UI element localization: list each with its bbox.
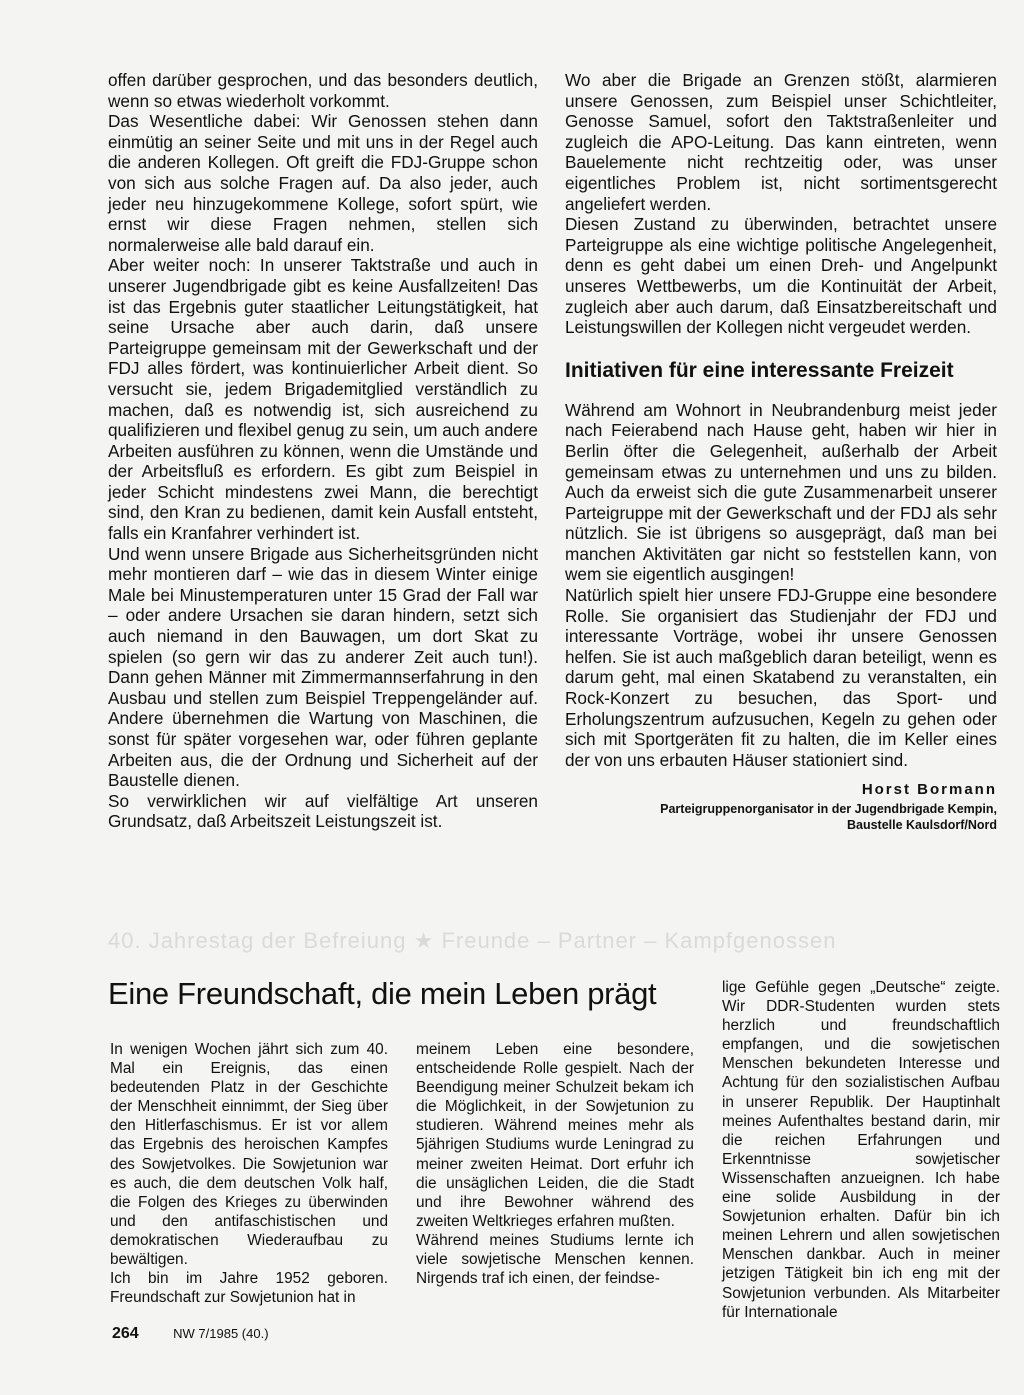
author-name: Horst Bormann: [861, 781, 997, 799]
author-location: Baustelle Kaulsdorf/Nord: [846, 818, 997, 832]
paragraph: Während am Wohnort in Neubrandenburg meist jeder nach Feierabend nach Hause geht, haben wir hier in Berlin öfter die Gelegenheit, außerhalb der Arbeit gemeinsam etwas zu unternehmen und uns zu bilden. Auch da erweist sich die gute Zusammenarbeit unserer Parteigruppe mit der Gewerkschaft und der FDJ als sehr nützlich. Sie ist übrigens so ausgeprägt, daß man bei manchen Aktivitäten gar nicht so feststellen kann, von wem sie eigentlich ausgingen!: [565, 399, 997, 585]
author-role: Parteigruppenorganisator in der Jugendbrigade Kempin,: [660, 802, 997, 816]
paragraph: So verwirklichen wir auf vielfältige Art unseren Grundsatz, daß Arbeitszeit Leistungszeit ist.: [108, 790, 538, 832]
paragraph: Wo aber die Brigade an Grenzen stößt, alarmieren unsere Genossen, zum Beispiel unser Schichtleiter, Genosse Samuel, sofort den Taktstraßenleiter und zugleich die APO-Leitung. Das kann eintreten, wenn Bauelemente nicht rechtzeitig oder, was unser eigentliches Problem ist, nicht sortimentsgerecht angeliefert werden.: [565, 70, 997, 214]
paragraph: Diesen Zustand zu überwinden, betrachtet unsere Parteigruppe als eine wichtige politische Angelegenheit, denn es geht dabei um einen Dreh- und Angelpunkt unseres Wettbewerbs, um die Kontinuität der Arbeit, zugleich aber auch darum, daß Einsatzbereitschaft und Leistungswillen der Kollegen nicht vergeudet werden.: [565, 214, 997, 338]
page-number: 264: [112, 1325, 139, 1342]
article2-column-1: [110, 1040, 388, 1307]
series-banner: 40. Jahrestag der Befreiung ★ Freunde – Partner – Kampfgenossen: [108, 928, 837, 953]
paragraph: Natürlich spielt hier unsere FDJ-Gruppe eine besondere Rolle. Sie organisiert das Studienjahr der FDJ und interessante Vorträge, wobei ihr unsere Genossen helfen. Sie ist auch maßgeblich daran beteiligt, wenn es darum geht, mal einen Skatabend zu veranstalten, ein Rock-Konzert zu besuchen, das Sport- und Erholungszentrum aufzusuchen, Kegeln zu gehen oder sich mit Sportgeräten fit zu halten, die im Keller eines der von uns erbauten Häuser stationiert sind.: [565, 585, 997, 770]
paragraph: Während meines Studiums lernte ich viele sowjetische Menschen kennen. Nirgends traf ich einen, der feindse-: [416, 1231, 694, 1288]
paragraph: Das Wesentliche dabei: Wir Genossen stehen dann einmütig an seiner Seite und mit uns in der Regel auch die anderen Kollegen. Oft greift die FDJ-Gruppe schon von sich aus solche Fragen auf. Da also jeder, auch jeder neu hinzugekommene Kollege, sofort spürt, wie ernst wir diese Fragen nehmen, stellen sich normalerweise alle bald darauf ein.: [108, 111, 538, 255]
article2-column-2: [416, 1040, 694, 1288]
paragraph: In wenigen Wochen jährt sich zum 40. Mal ein Ereignis, das einen bedeutenden Platz in der Geschichte der Menschheit einnimmt, der Sieg über den Hitlerfaschismus. Er ist vor allem das Ergebnis des heroischen Kampfes des Sowjetvolkes. Die Sowjetunion war es auch, die dem deutschen Volk half, die Folgen des Krieges zu überwinden und den antifaschistischen und demokratischen Wiederaufbau zu bewältigen.: [110, 1041, 388, 1269]
section-heading: Initiativen für eine interessante Freizeit: [565, 358, 954, 382]
article2-column-3: [722, 978, 1000, 1322]
paragraph: Aber weiter noch: In unserer Taktstraße und auch in unserer Jugendbrigade gibt es keine Ausfallzeiten! Das ist das Ergebnis guter staatlicher Leitungstätigkeit, hat seine Ursache aber auch darin, daß unsere Parteigruppe gemeinsam mit der Gewerkschaft und der FDJ alles fördert, was kontinuierlicher Arbeit dient. So versucht sie, jedem Brigademitglied verständlich zu machen, daß es notwendig ist, sich ausreichend zu qualifizieren und flexibel genug zu sein, um auch andere Arbeiten ausführen zu können, wenn die Umstände und der Arbeitsfluß es erfordern. Es gibt zum Beispiel in jeder Schicht mindestens zwei Mann, die berechtigt sind, den Kran zu bedienen, damit kein Ausfall entsteht, falls ein Kranfahrer verhindert ist.: [108, 255, 538, 544]
article-left-column: [108, 70, 538, 832]
article-right-column: [565, 70, 997, 833]
paragraph: Ich bin im Jahre 1952 geboren. Freundschaft zur Sowjetunion hat in: [110, 1270, 388, 1307]
paragraph: Und wenn unsere Brigade aus Sicherheitsgründen nicht mehr montieren darf – wie das in diesem Winter einige Male bei Minustemperaturen unter 15 Grad der Fall war – oder andere Ursachen sie daran hindern, setzt sich auch niemand in den Bauwagen, um dort Skat zu spielen (so gern wir das zu anderer Zeit auch tun!). Dann gehen Männer mit Zimmermannserfahrung in den Ausbau und stellen zum Beispiel Treppengeländer auf. Andere übernehmen die Wartung von Maschinen, die sonst für später vorgesehen war, oder führen geplante Arbeiten aus, die der Ordnung und Sicherheit auf der Baustelle dienen.: [108, 543, 538, 791]
paragraph: lige Gefühle gegen „Deutsche“ zeigte. Wir DDR-Studenten wurden stets herzlich und freundschaftlich empfangen, und die sowjetischen Menschen bekundeten Interesse und Achtung für den sozialistischen Aufbau in unserer Republik. Der Hauptinhalt meines Aufenthaltes bestand darin, mir die reichen Erfahrungen und Erkenntnisse sowjetischer Wissenschaften anzueignen. Ich habe eine solide Ausbildung in der Sowjetunion erhalten. Dafür bin ich meinen Lehrern und allen sowjetischen Menschen dankbar. Auch in meiner jetzigen Tätigkeit bin ich eng mit der Sowjetunion verbunden. Als Mitarbeiter für Internationale: [722, 979, 1000, 1321]
page-footer: [112, 1325, 269, 1343]
article-headline: Eine Freundschaft, die mein Leben prägt: [108, 976, 657, 1011]
issue-reference: NW 7/1985 (40.): [173, 1326, 269, 1341]
paragraph: meinem Leben eine besondere, entscheidende Rolle gespielt. Nach der Beendigung meiner Schulzeit bekam ich die Möglichkeit, in der Sowjetunion zu studieren. Während meines mehr als 5jährigen Studiums wurde Leningrad zu meiner zweiten Heimat. Dort erfuhr ich die unsäglichen Leiden, die die Stadt und ihre Bewohner während des zweiten Weltkrieges erfahren mußten.: [416, 1041, 694, 1230]
paragraph: offen darüber gesprochen, und das besonders deutlich, wenn so etwas wiederholt vorkommt.: [108, 70, 538, 111]
